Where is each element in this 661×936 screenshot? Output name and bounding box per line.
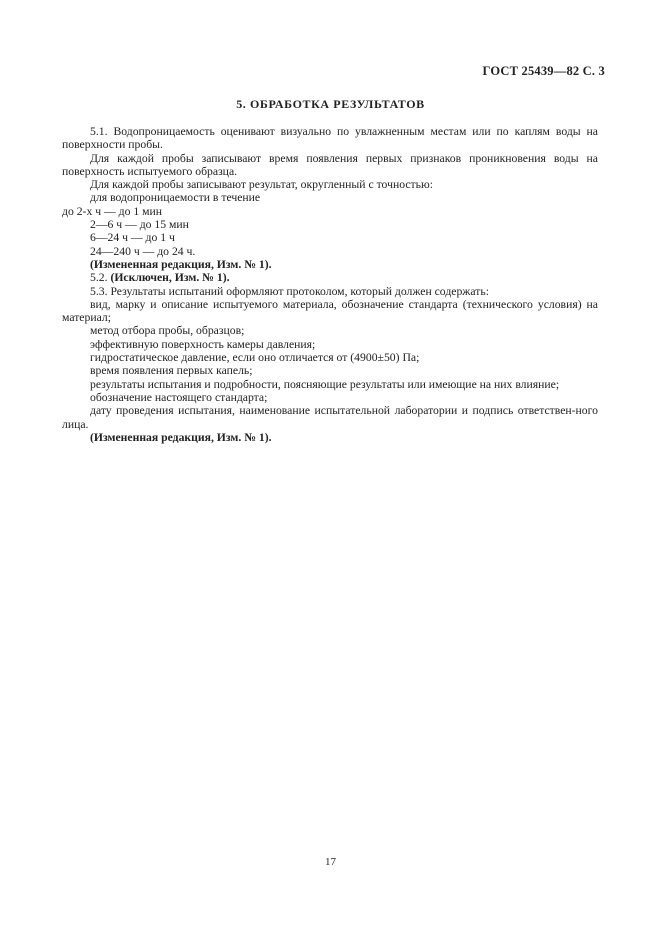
clause-number: 5.2. [90, 271, 108, 285]
protocol-item: эффективную поверхность камеры давления; [90, 337, 316, 351]
precision-item: 24—240 ч — до 24 ч. [90, 244, 196, 258]
protocol-item: обозначение настоящего стандарта; [90, 390, 268, 404]
protocol-item: результаты испытания и подробности, поясняющие результаты или имеющие на них влияние; [90, 377, 560, 391]
paragraph-5-3: 5.3. Результаты испытаний оформляют протоколом, который должен содержать: [90, 284, 489, 298]
paragraph-record-result: Для каждой пробы записывают результат, округленный с точностью: [90, 178, 433, 192]
paragraph-5-2 [62, 271, 598, 284]
amendment-note: (Измененная редакция, Изм. № 1). [90, 257, 272, 271]
protocol-item: гидростатическое давление, если оно отличается от (4900±50) Па; [90, 351, 420, 365]
document-body [62, 125, 598, 444]
protocol-item: дату проведения испытания, наименование испытательной лаборатории и подпись ответствен-ного лица. [62, 404, 598, 431]
protocol-item: метод отбора пробы, образцов; [90, 324, 245, 338]
protocol-item: вид, марку и описание испытуемого материала, обозначение стандарта (технического условия) на материал; [62, 297, 598, 325]
precision-item: до 2-х ч — до 1 мин [62, 204, 163, 218]
paragraph-record-time: Для каждой пробы записывают время появления первых признаков проникновения воды на поверхность испытуемого образца. [62, 151, 598, 178]
precision-item: 2—6 ч — до 15 мин [90, 218, 189, 232]
excluded-note: (Исключен, Изм. № 1). [110, 271, 230, 285]
section-title: 5. ОБРАБОТКА РЕЗУЛЬТАТОВ [236, 97, 425, 111]
amendment-note: (Измененная редакция, Изм. № 1). [90, 430, 272, 444]
document-header: ГОСТ 25439—82 С. 3 [482, 64, 605, 78]
paragraph-permeability-label: для водопроницаемости в течение [90, 191, 261, 205]
paragraph-5-1: 5.1. Водопроницаемость оценивают визуально по увлажненным местам или по каплям воды на поверхности пробы. [62, 125, 598, 152]
page-number: 17 [325, 856, 336, 868]
precision-item: 6—24 ч — до 1 ч [90, 231, 175, 245]
protocol-item: время появления первых капель; [90, 364, 253, 378]
